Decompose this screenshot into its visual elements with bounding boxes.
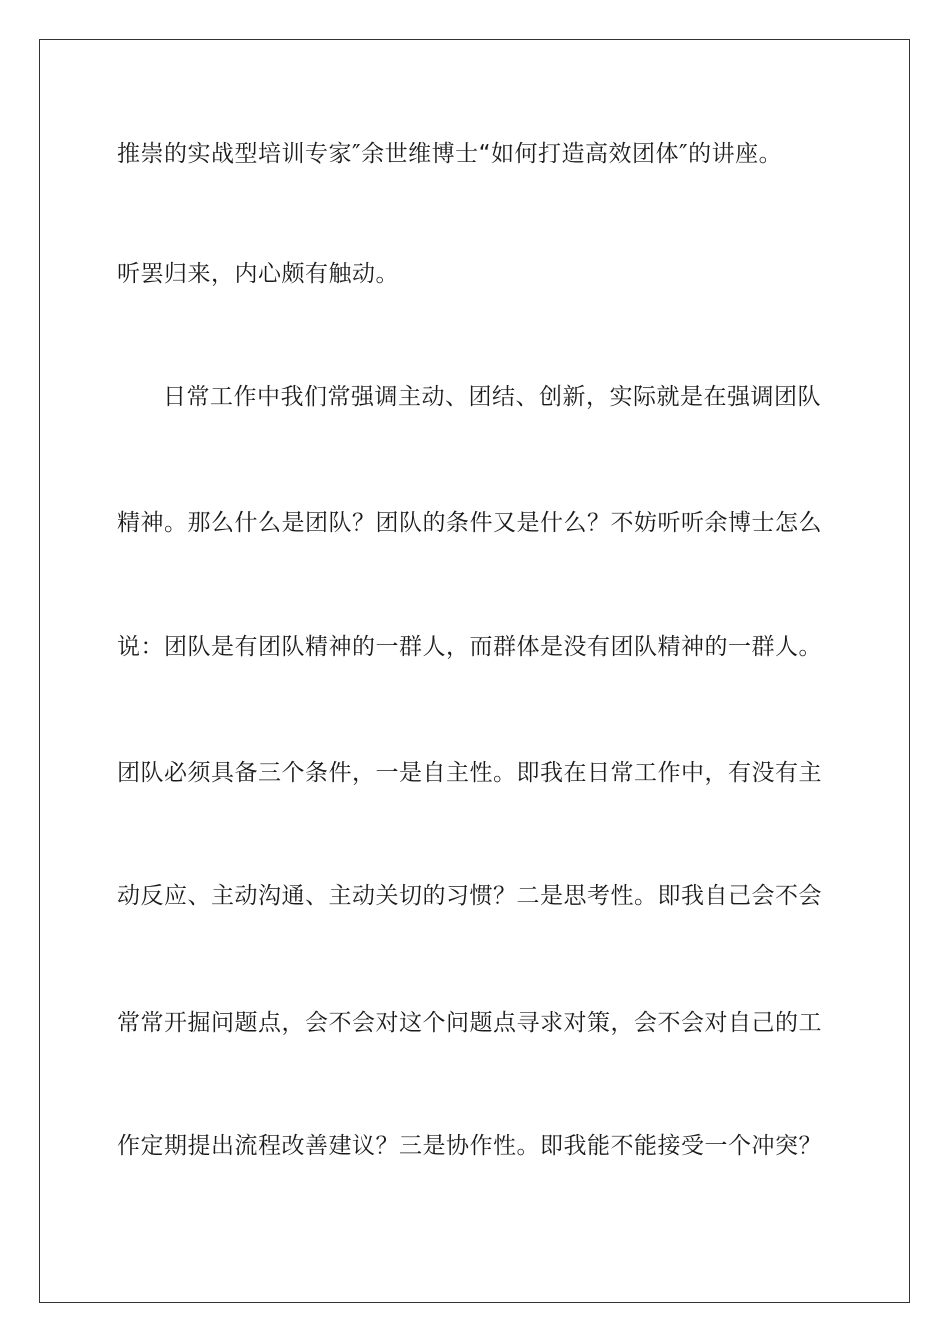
text-line-9: 作定期提出流程改善建议？三是协作性。即我能不能接受一个冲突？ xyxy=(117,1133,822,1159)
page-border xyxy=(39,39,910,1303)
text-line-8: 常常开掘问题点，会不会对这个问题点寻求对策，会不会对自己的工 xyxy=(117,1010,822,1036)
text-line-5: 说：团队是有团队精神的一群人，而群体是没有团队精神的一群人。 xyxy=(117,634,822,660)
text-line-1: 推崇的实战型培训专家″余世维博士“如何打造高效团体″的讲座。 xyxy=(117,141,783,167)
text-line-4: 精神。那么什么是团队？团队的条件又是什么？不妨听听余博士怎么 xyxy=(117,510,822,536)
text-line-7: 动反应、主动沟通、主动关切的习惯？二是思考性。即我自己会不会 xyxy=(117,883,822,909)
text-line-2: 听罢归来，内心颇有触动。 xyxy=(117,261,399,287)
text-line-3: 日常工作中我们常强调主动、团结、创新，实际就是在强调团队 xyxy=(163,384,821,410)
text-line-6: 团队必须具备三个条件，一是自主性。即我在日常工作中，有没有主 xyxy=(117,760,822,786)
